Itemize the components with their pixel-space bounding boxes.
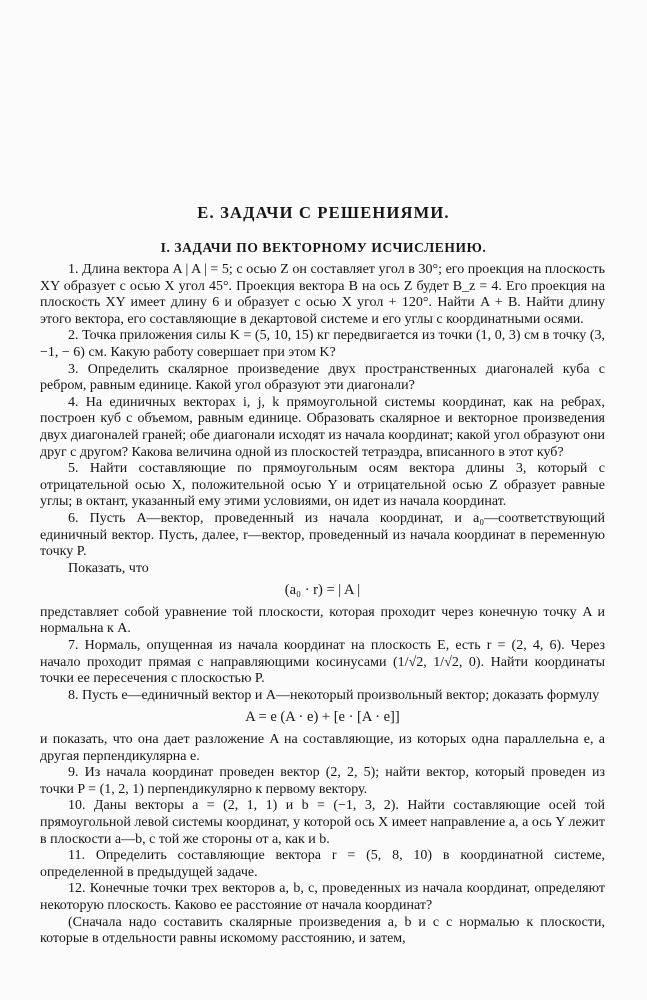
problem-1: 1. Длина вектора A | A | = 5; с осью Z он составляет угол в 30°; его проекция на плоскость XY образует с осью X угол 45°. Проекция вектора B на ось Z будет B_z = 4. Его проекция на плоскость XY имеет длину 6 и образует с осью X угол + 120°. Найти A + B. Найти длину этого вектора, его составляющие в декартовой системе и его углы с координатными осями. <box>40 262 605 327</box>
problems-text <box>40 262 605 948</box>
formula-decomposition: A = e (A · e) + [e · [A · e]] <box>245 709 400 726</box>
problem-6: 6. Пусть A—вектор, проведенный из начала координат, и a₀—соответствующий единичный вектор. Пусть, далее, r—вектор, проведенный из начала координат в переменную точку P. <box>40 510 605 560</box>
problem-11: 11. Определить составляющие вектора r = (5, 8, 10) в координатной системе, определенной в предыдущей задаче. <box>40 848 605 880</box>
problem-9: 9. Из начала координат проведен вектор (2, 2, 5); найти вектор, который проведен из точки P = (1, 2, 1) перпендикулярно к первому вектору. <box>40 765 605 797</box>
chapter-title: I. ЗАДАЧИ ПО ВЕКТОРНОМУ ИСЧИСЛЕНИЮ. <box>160 240 487 255</box>
problem-2: 2. Точка приложения силы K = (5, 10, 15) кг передвигается из точки (1, 0, 3) см в точку (3, −1, − 6) см. Какую работу совершает при этом K? <box>40 328 605 360</box>
problem-8-continuation: и показать, что она дает разложение A на составляющие, из которых одна параллельна e, а другая перпендикулярна e. <box>40 732 605 764</box>
problem-7: 7. Нормаль, опущенная из начала координат на плоскость E, есть r = (2, 4, 6). Через начало проходит прямая с направляющими косинусами (1/√2, 1/√2, 0). Найти координаты точки ее пересечения с плоскостью P. <box>40 638 605 687</box>
problem-5: 5. Найти составляющие по прямоугольным осям вектора длины 3, который с отрицательной осью X, положительной осью Y и отрицательной осью Z образует равные углы; в октант, указанный ему этими условиями, он идет из начала координат. <box>40 461 605 510</box>
problem-12: 12. Конечные точки трех векторов a, b, c, проведенных из начала координат, определяют некоторую плоскость. Каково ее расстояние от начала координат? <box>40 881 605 913</box>
problem-8: 8. Пусть e—единичный вектор и A—некоторый произвольный вектор; доказать формулу <box>68 687 600 703</box>
formula-plane-equation: (a₀ · r) = | A | <box>284 582 361 599</box>
problem-6-continuation: представляет собой уравнение той плоскости, которая проходит через конечную точку A и нормальна к A. <box>40 604 605 637</box>
problem-6-show: Показать, что <box>68 560 149 576</box>
problem-12-hint: (Сначала надо составить скалярные произведения a, b и c с нормалью к плоскости, которые в отдельности равны искомому расстоянию, и затем, <box>40 914 605 947</box>
problem-3: 3. Определить скалярное произведение двух пространственных диагоналей куба с ребром, равным единице. Какой угол образуют эти диагонали? <box>40 361 605 394</box>
problem-4: 4. На единичных векторах i, j, k прямоугольной системы координат, как на ребрах, построен куб с объемом, равным единице. Образовать скалярное и векторное произведения двух диагоналей граней; обе диагонали исходят из начала координат; какой угол образуют они друг с другом? Какова величина одной из плоскостей тетраэдра, вписанного в этот куб? <box>40 394 605 460</box>
section-title: Е. ЗАДАЧИ С РЕШЕНИЯМИ. <box>197 203 450 222</box>
problem-10: 10. Даны векторы a = (2, 1, 1) и b = (−1, 3, 2). Найти составляющие осей той прямоугольной левой системы координат, у которой ось X имеет направление a, а ось Y лежит в плоскости a—b, с той же стороны от a, как и b. <box>40 798 605 847</box>
